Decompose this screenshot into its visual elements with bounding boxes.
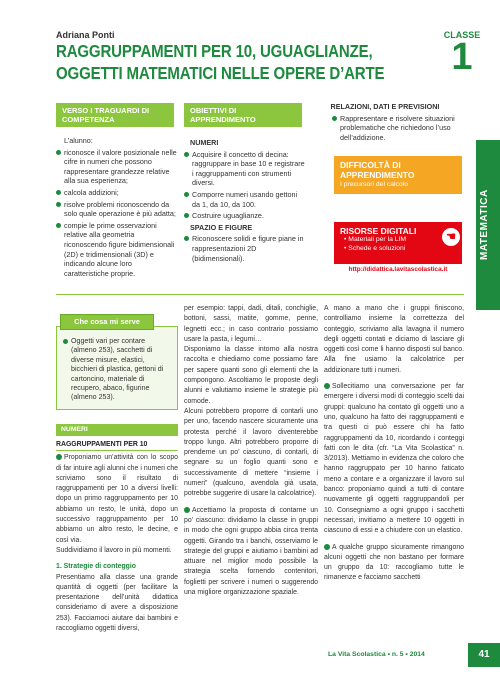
traguardi-intro: L’alunno: bbox=[64, 136, 93, 145]
body-column-3 bbox=[324, 304, 464, 584]
obiettivi-column bbox=[184, 136, 306, 265]
relazioni-column bbox=[310, 100, 460, 144]
bullet-icon bbox=[324, 544, 330, 550]
risorse-box[interactable] bbox=[334, 222, 462, 264]
page-number: 41 bbox=[468, 643, 500, 667]
title-line-1: RAGGRUPPAMENTI PER 10, UGUAGLIANZE, bbox=[56, 41, 373, 61]
difficolta-subtitle: I precursori del calcolo bbox=[340, 181, 408, 188]
footer-text: La Vita Scolastica • n. 5 • 2014 bbox=[328, 651, 425, 658]
paragraph: Accettiamo la proposta di contarne un po’ ciascuno: dividiamo la classe in gruppi in modo che ogni gruppo abbia circa trenta oggetti. Girando tra i banchi, osserviamo le strategie del gruppi e aiutiamo i bambini ad attuare nel miglior modo possibile la strategia scelta fornendo contenitori, foglietti per scrivere i numeri o suggerendo una migliore organizzazione spaziale. bbox=[184, 506, 318, 597]
paragraph: per esempio: tappi, dadi, ditali, conchiglie, bottoni, sassi, matite, gomme, penne, legnetti ecc.; in caso contrario possiamo usare la pasta, i legumi… bbox=[184, 305, 318, 343]
bullet-icon bbox=[56, 454, 62, 460]
title-line-2: OGGETTI MATEMATICI NELLE OPERE D’ARTE bbox=[56, 63, 385, 83]
list-item: riconosce il valore posizionale nelle cifre in numeri che possono rappresentare grandezze relative alla sua esperienza; bbox=[56, 148, 178, 186]
classe-number: 1 bbox=[451, 36, 473, 78]
list-item: Rappresentare e risolvere situazioni problematiche che richiedono l’uso dell’addizione. bbox=[332, 114, 460, 143]
cosa-serve-heading: Che cosa mi serve bbox=[60, 314, 154, 330]
page-title bbox=[56, 40, 385, 84]
bullet-icon bbox=[184, 507, 190, 513]
classe-label: CLASSE bbox=[443, 30, 481, 40]
paragraph: A mano a mano che i gruppi finiscono, controlliamo insieme la correttezza del conteggio, scriviamo alla lavagna il numero degli oggetti contati e diciamo di lasciare gli oggetti così come li hanno disposti sul banco. Alla fine usiamo la calcolatrice per addizionare tutti i numeri. bbox=[324, 305, 464, 374]
paragraph: Proponiamo un’attività con lo scopo di far intuire agli alunni che i numeri che scriviamo sono il risultato di raggruppamenti per 10 a diversi livelli: dopo un primo raggruppamento per 10 abbiamo un resto, le unità, dopo un successivo raggruppamento per 10 abbiamo un altro resto, le decine, e così via. bbox=[56, 454, 178, 544]
obiettivi-heading: OBIETTIVI DI APPRENDIMENTO bbox=[184, 103, 302, 127]
risorse-item: • Schede e soluzioni bbox=[340, 245, 456, 254]
bullet-icon bbox=[324, 383, 330, 389]
list-item: Riconoscere solidi e figure piane in rappresentazioni 2D (bidimensionali). bbox=[184, 234, 306, 263]
relazioni-sub: RELAZIONI, DATI E PREVISIONI bbox=[330, 102, 440, 111]
list-item: Oggetti vari per contare (almeno 253), sacchetti di diverse misure, elastici, bicchieri di plastica, gettoni di cartoncino, materiale di recupero, abaco, figurine (almeno 253). bbox=[63, 337, 171, 403]
body-column-2 bbox=[184, 304, 318, 598]
author: Adriana Ponti bbox=[56, 30, 115, 40]
paragraph: Disponiamo la classe intorno alla nostra raccolta e chiediamo come possiamo fare per sapere quanti sono gli elementi che la compongono. Ascoltiamo le proposte degli alunni e valutiamo insieme le strategie più comode. bbox=[184, 346, 318, 405]
cursor-hand-icon: ☚ bbox=[442, 228, 460, 246]
list-item: Comporre numeri usando gettoni da 1, da 10, da 100. bbox=[184, 190, 306, 209]
list-item: Costruire uguaglianze. bbox=[184, 211, 306, 221]
side-tab-label: MATEMATICA bbox=[479, 189, 490, 261]
cosa-serve-box bbox=[56, 326, 178, 410]
list-item: compie le prime osservazioni relative alla geometria riconoscendo figure bidimensionali (2D) e tridimensionali (3D) e indicando alcune loro caratteristiche proprie. bbox=[56, 221, 178, 279]
paragraph: A qualche gruppo sicuramente rimangono alcuni oggetti che non bastano per formare un gruppo da 10: raccogliamo tutte le rimanenze e facciamo sacchetti bbox=[324, 543, 464, 582]
list-item: calcola addizioni; bbox=[56, 188, 178, 198]
paragraph: Presentiamo alla classe una grande quantità di oggetti (per facilitare la presentazione dell’unità didattica consideriamo di avere a disposizione 253). Facciamoci aiutare dai bambini e raccogliamo oggetti diversi, bbox=[56, 573, 178, 633]
traguardi-heading: VERSO I TRAGUARDI DI COMPETENZA bbox=[56, 103, 174, 127]
risorse-title: RISORSE DIGITALI bbox=[340, 226, 417, 236]
obiettivi-sub-numeri: NUMERI bbox=[190, 138, 219, 147]
body-column-1 bbox=[56, 440, 178, 634]
list-item: risolve problemi riconoscendo da solo quale operazione è più adatta; bbox=[56, 200, 178, 219]
paragraph: Sollecitiamo una conversazione per far emergere i diversi modi di conteggio scelti dai gruppi: qualcuno ha contato gli oggetti uno a uno, qualcuno ha fatto dei raggruppamenti e tra questi ci può essere chi ha fatto raggruppamenti da 10, ricordando i conteggi fatti con le dita (cfr. “La Vita Scolastica” n. 3/2013). Mettiamo in evidenza che coloro che hanno raggruppato per 10 hanno faticato meno a contare e a organizzare il lavoro sul banco: proponiamo quindi a tutti di contare nuovamente gli oggetti raggruppandoli per 10. Consegniamo a ogni gruppo i sacchetti necessari, invitiamo a mettere 10 oggetti in ciascuno di essi e a chiudere con un elastico. bbox=[324, 383, 464, 535]
risorse-link[interactable]: http://didattica.lavitascolastica.it bbox=[348, 266, 448, 273]
difficolta-box[interactable] bbox=[334, 156, 462, 194]
paragraph: Alcuni potrebbero proporre di contarli uno per uno, facendo nascere sicuramente una protesta perché il lavoro diventerebbe troppo lungo. Altri potrebbero proporre di prenderne un po’ ciascuno, di contarli, di segnare su un foglio quanti sono e successivamente di mettere “insieme i numeri” (qualcuno, avendola già usata, potrebbe suggerire di usare la calcolatrice). bbox=[184, 407, 318, 498]
difficolta-title: DIFFICOLTÀ DI APPRENDIMENTO bbox=[340, 160, 415, 180]
list-item: Acquisire il concetto di decina: raggruppare in base 10 e registrare i raggruppamenti con strumenti diversi. bbox=[184, 150, 306, 188]
risorse-item: • Materiali per la LIM bbox=[340, 236, 456, 245]
traguardi-column bbox=[56, 136, 178, 280]
subsection-heading: 1. Strategie di conteggio bbox=[56, 563, 137, 571]
section-divider bbox=[56, 294, 464, 295]
section-heading: RAGGRUPPAMENTI PER 10 bbox=[56, 440, 178, 451]
numeri-heading: NUMERI bbox=[56, 424, 178, 436]
obiettivi-sub-spazio: SPAZIO E FIGURE bbox=[190, 222, 253, 232]
paragraph: Suddividiamo il lavoro in più momenti. bbox=[56, 546, 172, 554]
